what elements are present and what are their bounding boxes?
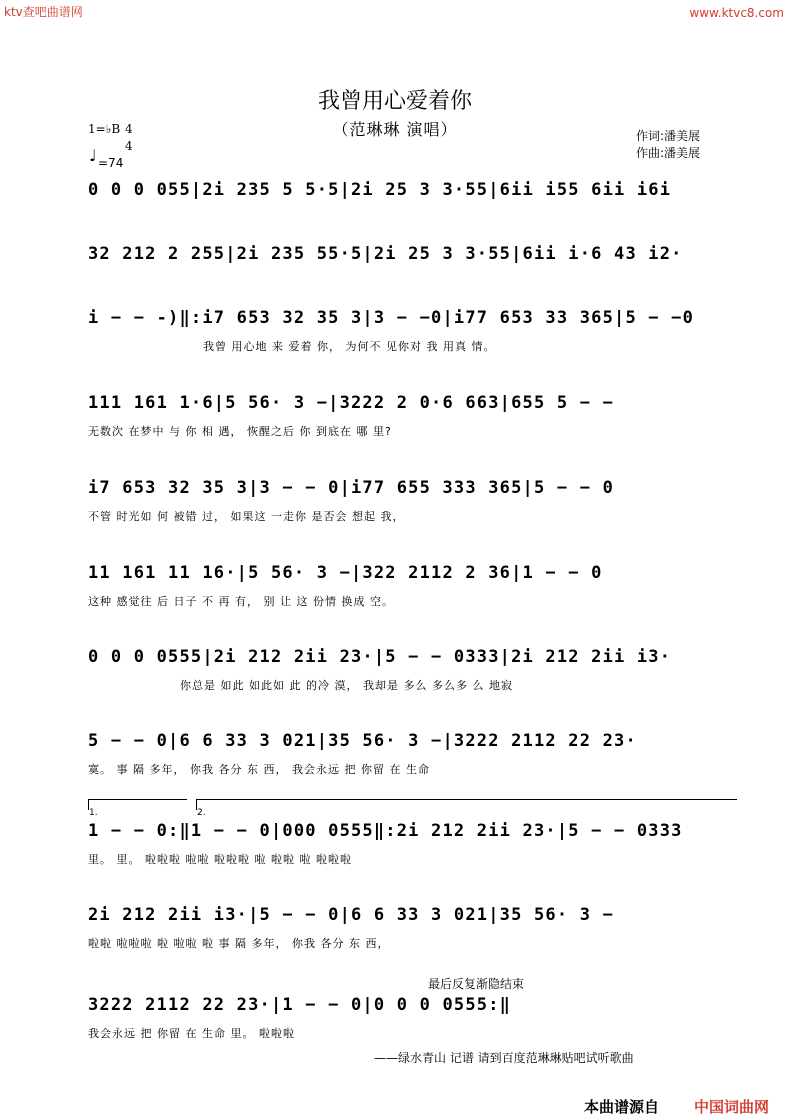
source-label: 本曲谱源自 (584, 1098, 660, 1116)
transcriber-credit: ——绿水青山 记谱 请到百度范琳琳贴吧试听歌曲 (374, 1051, 634, 1065)
first-ending-label: 1. (89, 808, 98, 818)
staff-notes: 0 0 0 055|2i 235 5 5·5|2i 25 3 3·55|6ii i55 6ii i6i (88, 180, 672, 200)
staff-3 (88, 308, 743, 352)
staff-lyrics: 不管 时光如 何 被错 过， 如果这 一走你 是否会 想起 我， (88, 510, 405, 523)
staff-8 (88, 731, 743, 775)
staff-1 (88, 180, 743, 224)
staff-notes: i − − ‑)‖:i7 653 32 35 3|3 − −0|i77 653 33 365|5 − −0 (88, 308, 695, 328)
time-signature-top: 4 (125, 122, 133, 136)
watermark-right: www.ktvc8.com (689, 6, 784, 20)
staff-notes: 11 161 11 16·|5 56· 3 −|322 2112 2 36|1 − − 0 (88, 563, 603, 583)
staff-notes: 5 − − 0|6 6 33 3 021|35 56· 3 −|3222 2112 22 23· (88, 731, 637, 751)
staff-11 (88, 995, 588, 1039)
staff-notes: 32 212 2 255|2i 235 55·5|2i 25 3 3·55|6ii i·6 43 i2· (88, 244, 683, 264)
key-signature (88, 122, 120, 136)
quarter-note-icon: ♩ (89, 146, 97, 165)
staff-lyrics: 我会永远 把 你留 在 生命 里。 啦啦啦 (88, 1027, 295, 1040)
staff-notes: 3222 2112 22 23·|1 − − 0|0 0 0 0555:‖ (88, 995, 512, 1015)
staff-lyrics: 无数次 在梦中 与 你 相 遇， 恢醒之后 你 到底在 哪 里? (88, 425, 392, 438)
performance-note: 最后反复渐隐结束 (428, 977, 525, 991)
staff-notes: 2i 212 2ii i3·|5 − − 0|6 6 33 3 021|35 56· 3 − (88, 905, 615, 925)
staff-lyrics: 啦啦 啦啦啦 啦 啦啦 啦 事 隔 多年， 你我 各分 东 西， (88, 937, 390, 950)
tempo-marking: =74 (98, 156, 124, 170)
song-subtitle: （范琳琳 演唱） (332, 120, 458, 139)
staff-notes: 1 − − 0:‖1 − − 0|000 0555‖:2i 212 2ii 23·|5 − − 0333 (88, 821, 683, 841)
staff-10 (88, 905, 743, 949)
key-text: 1=♭B (88, 122, 121, 136)
staff-5 (88, 478, 743, 522)
second-ending-bracket (196, 799, 737, 818)
staff-7 (88, 647, 743, 691)
staff-6 (88, 563, 743, 607)
song-title: 我曾用心爱着你 (317, 89, 472, 114)
staff-lyrics: 寞。 事 隔 多年， 你我 各分 东 西， 我会永远 把 你留 在 生命 (88, 763, 430, 776)
staff-9 (88, 821, 743, 865)
staff-lyrics: 里。 里。 啦啦啦 啦啦 啦啦啦 啦 啦啦 啦 啦啦啦 (88, 853, 352, 866)
composer-credit: 作曲:潘美展 (636, 146, 701, 160)
staff-notes: i7 653 32 35 3|3 − − 0|i77 655 333 365|5 − − 0 (88, 478, 615, 498)
staff-notes: 111 161 1·6|5 56· 3 −|3222 2 0·6 663|655 5 − − (88, 393, 615, 413)
staff-4 (88, 393, 743, 437)
staff-2 (88, 244, 743, 288)
staff-notes: 0 0 0 0555|2i 212 2ii 23·|5 − − 0333|2i 212 2ii i3· (88, 647, 672, 667)
time-signature-bottom: 4 (125, 139, 133, 153)
staff-lyrics: 这种 感觉往 后 日子 不 再 有， 别 让 这 份情 换成 空。 (88, 595, 394, 608)
lyricist-credit: 作词:潘美展 (636, 129, 701, 143)
source-brand[interactable]: 中国词曲网 (694, 1098, 770, 1116)
second-ending-label: 2. (197, 808, 206, 818)
staff-lyrics: 你总是 如此 如此如 此 的冷 漠， 我却是 多么 多么多 么 地寂 (180, 679, 513, 692)
watermark-left: ktv查吧曲谱网 (4, 5, 83, 19)
first-ending-bracket (88, 799, 187, 818)
staff-lyrics: 我曾 用心地 来 爱着 你， 为何不 见你对 我 用真 情。 (203, 340, 496, 353)
